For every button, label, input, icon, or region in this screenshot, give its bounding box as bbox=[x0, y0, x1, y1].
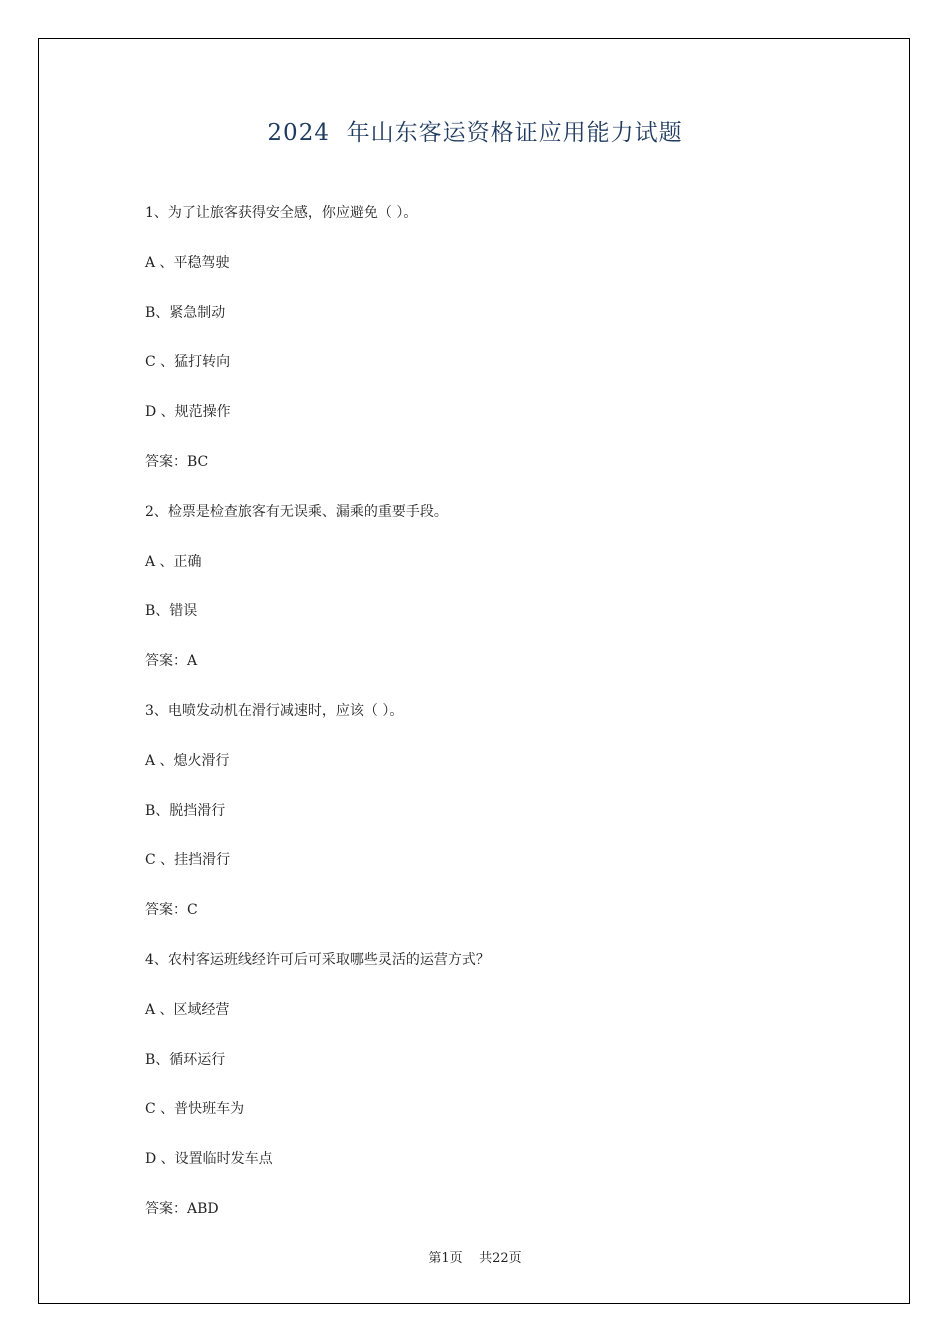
question-3-option-b: B、脱挡滑行 bbox=[145, 802, 226, 819]
question-4-answer: 答案：ABD bbox=[145, 1200, 219, 1217]
question-1-option-a: A 、平稳驾驶 bbox=[145, 254, 230, 271]
question-1-option-c: C 、猛打转向 bbox=[145, 354, 231, 371]
question-3-option-a: A 、熄火滑行 bbox=[145, 752, 230, 769]
page-number-footer: 第1页 共22页 bbox=[428, 1251, 522, 1266]
question-2-answer: 答案：A bbox=[145, 653, 198, 670]
question-4-text: 4、农村客运班线经许可后可采取哪些灵活的运营方式？ bbox=[145, 951, 490, 968]
question-2-text: 2、检票是检查旅客有无误乘、漏乘的重要手段。 bbox=[145, 503, 448, 520]
question-2-option-b: B、错误 bbox=[145, 603, 198, 620]
question-1-text: 1、为了让旅客获得安全感，你应避免（ ）。 bbox=[145, 205, 418, 221]
question-1-option-d: D 、规范操作 bbox=[145, 404, 231, 421]
question-1-option-b: B、紧急制动 bbox=[145, 304, 226, 321]
document-title: 2024 年山东客运资格证应用能力试题 bbox=[267, 120, 683, 146]
question-2-option-a: A 、正确 bbox=[145, 553, 202, 570]
question-4-option-b: B、循环运行 bbox=[145, 1051, 226, 1068]
question-list bbox=[145, 200, 845, 1246]
question-3-text: 3、电喷发动机在滑行减速时，应该（ ）。 bbox=[145, 702, 404, 719]
question-1-answer: 答案：BC bbox=[145, 453, 209, 470]
question-4-option-d: D 、设置临时发车点 bbox=[145, 1151, 273, 1168]
question-4-option-a: A 、区域经营 bbox=[145, 1001, 230, 1018]
question-3-answer: 答案：C bbox=[145, 902, 198, 919]
question-4-option-c: C 、普快班车为 bbox=[145, 1101, 245, 1118]
question-3-option-c: C 、挂挡滑行 bbox=[145, 852, 231, 869]
